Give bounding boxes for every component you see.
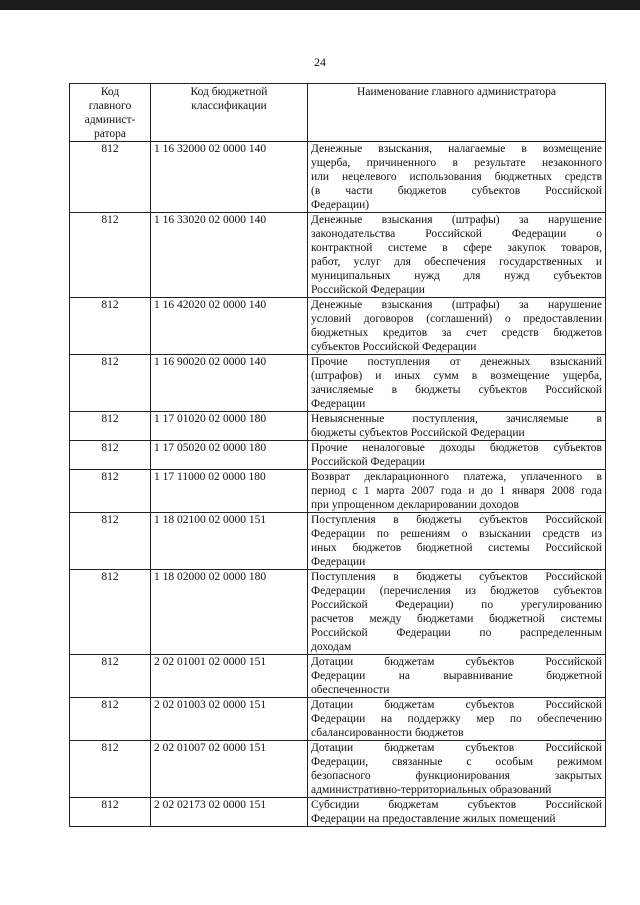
table-row — [70, 441, 606, 470]
admin-code-cell: 812 — [70, 570, 151, 655]
name-line: Российской Федерации) по урегулированию — [311, 599, 602, 611]
header-admin-code-line: Код — [100, 86, 120, 98]
header-admin-code-line: главного — [88, 100, 132, 112]
table-row — [70, 213, 606, 298]
name-line: Поступления в бюджеты субъектов Российской — [311, 571, 602, 583]
administrator-name-cell — [308, 655, 606, 698]
name-line: контрактной системе в сфере закупок товаров, — [311, 242, 602, 254]
name-line: период с 1 марта 2007 года и до 1 января 2008 года — [311, 485, 602, 497]
administrator-name-cell — [308, 412, 606, 441]
budget-code-cell: 1 16 90020 02 0000 140 — [151, 355, 308, 412]
name-line: Федерации на поддержку мер по обеспечению — [311, 713, 602, 725]
admin-code-cell: 812 — [70, 298, 151, 355]
table-row — [70, 570, 606, 655]
name-line: субъектов Российской Федерации — [311, 341, 477, 353]
administrator-name-cell — [308, 142, 606, 213]
table-row — [70, 470, 606, 513]
table-row — [70, 298, 606, 355]
admin-code-cell: 812 — [70, 142, 151, 213]
name-line: Возврат декларационного платежа, уплаченного в — [311, 471, 602, 483]
administrator-name-cell — [308, 298, 606, 355]
budget-code-cell: 1 17 11000 02 0000 180 — [151, 470, 308, 513]
header-admin-code — [70, 84, 151, 142]
budget-classification-table — [69, 83, 606, 827]
administrator-name-cell — [308, 513, 606, 570]
admin-code-cell: 812 — [70, 441, 151, 470]
name-line: сбалансированности бюджетов — [311, 727, 464, 739]
budget-code-cell: 2 02 01001 02 0000 151 — [151, 655, 308, 698]
admin-code-cell: 812 — [70, 741, 151, 798]
name-line: (штрафов) и иных сумм в возмещение ущерба, — [311, 370, 602, 382]
header-administrator-name — [308, 84, 606, 142]
budget-code-cell: 1 17 05020 02 0000 180 — [151, 441, 308, 470]
table-row — [70, 513, 606, 570]
name-line: расчетов между бюджетами бюджетной системы — [311, 613, 602, 625]
header-budget-code — [151, 84, 308, 142]
name-line: Федерации) — [311, 199, 370, 211]
name-line: Российской Федерации по распределенным — [311, 627, 602, 639]
admin-code-cell: 812 — [70, 698, 151, 741]
admin-code-cell: 812 — [70, 213, 151, 298]
table-row — [70, 741, 606, 798]
name-line: муниципальных нужд для нужд субъектов — [311, 270, 602, 282]
name-line: бюджетных кредитов за счет средств бюджетов — [311, 327, 602, 339]
admin-code-cell: 812 — [70, 798, 151, 827]
name-line: Денежные взыскания (штрафы) за нарушение — [311, 214, 602, 226]
name-line: безопасного функционирования закрытых — [311, 770, 602, 782]
name-line: Невыясненные поступления, зачисляемые в — [311, 413, 602, 425]
name-line: Денежные взыскания, налагаемые в возмещение — [311, 143, 602, 155]
budget-code-cell: 2 02 01007 02 0000 151 — [151, 741, 308, 798]
admin-code-cell: 812 — [70, 655, 151, 698]
name-line: ущерба, причиненного в результате незаконного — [311, 157, 602, 169]
name-line: Поступления в бюджеты субъектов Российской — [311, 514, 602, 526]
header-budget-code-line: классификации — [191, 100, 267, 112]
administrator-name-cell — [308, 355, 606, 412]
budget-code-cell: 2 02 02173 02 0000 151 — [151, 798, 308, 827]
name-line: Прочие поступления от денежных взысканий — [311, 356, 602, 368]
admin-code-cell: 812 — [70, 513, 151, 570]
name-line: административно-территориальных образований — [311, 784, 552, 796]
table-header — [70, 84, 606, 142]
administrator-name-cell — [308, 441, 606, 470]
header-admin-code-line: админист- — [84, 114, 136, 126]
top-border-bar — [0, 0, 640, 10]
table-row — [70, 655, 606, 698]
name-line: Федерации — [311, 556, 366, 568]
name-line: Российской Федерации — [311, 284, 425, 296]
name-line: обеспеченности — [311, 684, 390, 696]
budget-code-cell: 1 16 32000 02 0000 140 — [151, 142, 308, 213]
name-line: Дотации бюджетам субъектов Российской — [311, 699, 602, 711]
name-line: иных бюджетов бюджетной системы Российской — [311, 542, 602, 554]
name-line: условий договоров (соглашений) о предоставлении — [311, 313, 602, 325]
table-row — [70, 798, 606, 827]
administrator-name-cell — [308, 470, 606, 513]
budget-code-cell: 1 16 33020 02 0000 140 — [151, 213, 308, 298]
name-line: Федерации на предоставление жилых помещений — [311, 813, 556, 825]
administrator-name-cell — [308, 798, 606, 827]
administrator-name-cell — [308, 570, 606, 655]
budget-code-cell: 1 18 02000 02 0000 180 — [151, 570, 308, 655]
table-row — [70, 412, 606, 441]
admin-code-cell: 812 — [70, 412, 151, 441]
table-row — [70, 142, 606, 213]
table-row — [70, 698, 606, 741]
name-line: Федерации по решениям о взыскании средств из — [311, 528, 602, 540]
administrator-name-cell — [308, 741, 606, 798]
name-line: Дотации бюджетам субъектов Российской — [311, 742, 602, 754]
name-line: Денежные взыскания (штрафы) за нарушение — [311, 299, 602, 311]
budget-code-cell: 2 02 01003 02 0000 151 — [151, 698, 308, 741]
name-line: Федерации (перечисления из бюджетов субъектов — [311, 585, 602, 597]
administrator-name-cell — [308, 698, 606, 741]
administrator-name-cell — [308, 213, 606, 298]
name-line: при упрощенном декларировании доходов — [311, 499, 519, 511]
budget-code-cell: 1 18 02100 02 0000 151 — [151, 513, 308, 570]
header-name-line: Наименование главного администратора — [357, 86, 556, 98]
name-line: Федерации на выравнивание бюджетной — [311, 670, 602, 682]
name-line: зачисляемые в бюджеты субъектов Российской — [311, 384, 602, 396]
name-line: или нецелевого использования бюджетных средств — [311, 171, 602, 183]
budget-code-cell: 1 16 42020 02 0000 140 — [151, 298, 308, 355]
name-line: работ, услуг для обеспечения государственных и — [311, 256, 602, 268]
name-line: Федерации, связанные с особым режимом — [311, 756, 602, 768]
name-line: Прочие неналоговые доходы бюджетов субъектов — [311, 442, 602, 454]
name-line: Субсидии бюджетам субъектов Российской — [311, 799, 602, 811]
name-line: доходам — [311, 641, 352, 653]
table-body — [70, 142, 606, 827]
table-row — [70, 355, 606, 412]
header-admin-code-line: ратора — [93, 128, 127, 140]
budget-code-cell: 1 17 01020 02 0000 180 — [151, 412, 308, 441]
header-row — [70, 84, 606, 142]
name-line: (в части бюджетов субъектов Российской — [311, 185, 602, 197]
name-line: бюджеты субъектов Российской Федерации — [311, 427, 525, 439]
header-budget-code-line: Код бюджетной — [190, 86, 268, 98]
page-number: 24 — [314, 55, 326, 69]
name-line: Дотации бюджетам субъектов Российской — [311, 656, 602, 668]
admin-code-cell: 812 — [70, 355, 151, 412]
admin-code-cell: 812 — [70, 470, 151, 513]
name-line: Российской Федерации — [311, 456, 425, 468]
name-line: Федерации — [311, 398, 366, 410]
name-line: законодательства Российской Федерации о — [311, 228, 602, 240]
